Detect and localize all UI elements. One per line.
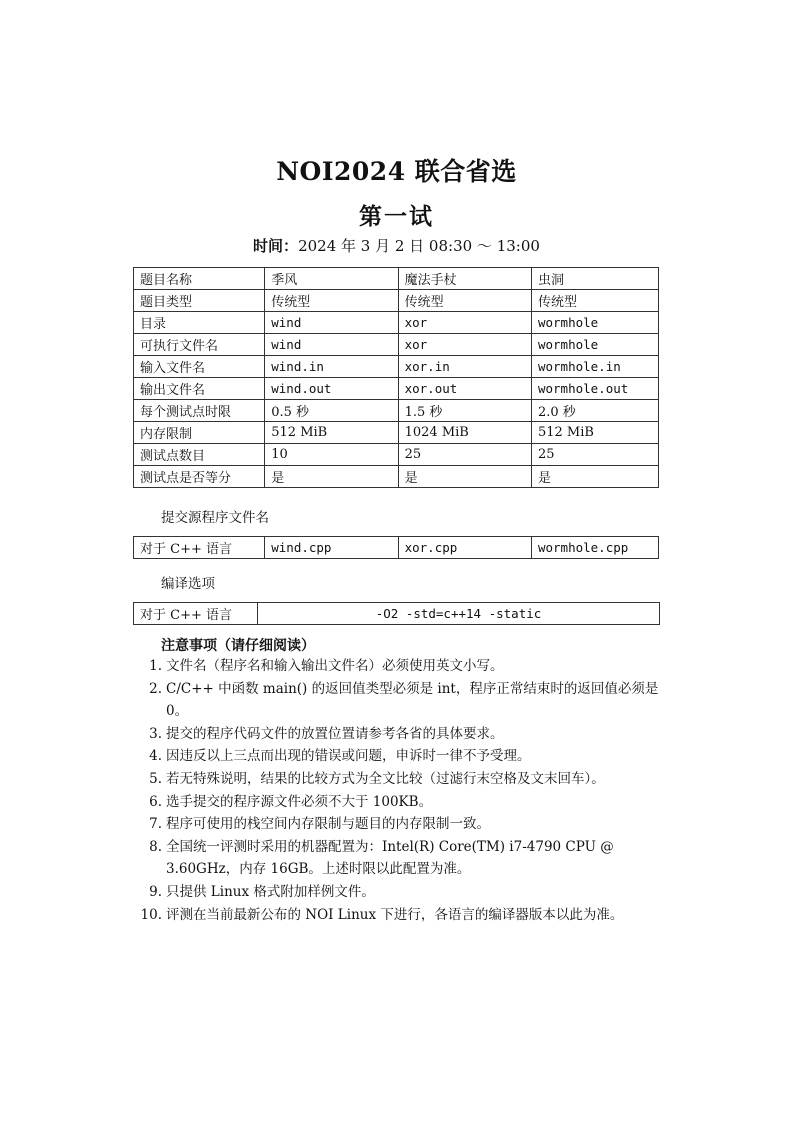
table-cell: wind	[265, 312, 398, 334]
table-cell: wormhole.in	[531, 356, 658, 378]
list-item-text: 提交的程序代码文件的放置位置请参考各省的具体要求。	[166, 725, 504, 742]
table-row	[134, 466, 659, 488]
table-cell: xor	[398, 312, 531, 334]
table-row	[134, 290, 659, 312]
list-item-number: 5.	[149, 770, 162, 787]
list-item-text: 全国统一评测时采用的机器配置为：Intel(R) Core(TM) i7-4790 CPU @ 3.60GHz，内存 16GB。上述时限以此配置为准。	[166, 838, 614, 878]
list-item-number: 2.	[149, 680, 162, 697]
row-header-cell: 目录	[134, 312, 265, 334]
list-item-number: 8.	[149, 838, 162, 855]
submit-caption: 提交源程序文件名	[161, 510, 269, 526]
list-item	[144, 655, 664, 678]
table-row	[134, 378, 659, 400]
list-item-number: 7.	[149, 816, 162, 833]
table-cell: 25	[398, 444, 531, 466]
notes-title: 注意事项（请仔细阅读）	[161, 638, 315, 654]
table-cell: xor.out	[398, 378, 531, 400]
list-item-number: 1.	[149, 658, 162, 674]
row-header-cell: 输出文件名	[134, 378, 265, 400]
list-item-number: 9.	[149, 883, 162, 900]
table-row	[134, 400, 659, 422]
table-cell: 传统型	[398, 290, 531, 312]
list-item-text: 评测在当前最新公布的 NOI Linux 下进行，各语言的编译器版本以此为准。	[166, 906, 624, 923]
table-cell: 是	[398, 466, 531, 488]
list-item	[144, 723, 664, 746]
list-item	[144, 881, 664, 904]
table-cell: 1024 MiB	[398, 422, 531, 444]
table-row	[134, 334, 659, 356]
table-row	[134, 603, 660, 625]
list-item	[144, 678, 664, 723]
time-value: 2024 年 3 月 2 日 08:30 ～ 13:00	[298, 237, 540, 255]
table-cell: 季风	[265, 268, 398, 290]
list-item-text: 若无特殊说明，结果的比较方式为全文比较（过滤行末空格及文末回车）。	[166, 770, 605, 787]
table-cell: 传统型	[531, 290, 658, 312]
table-row	[134, 537, 659, 559]
table-row	[134, 268, 659, 290]
list-item-text: C/C++ 中函数 main() 的返回值类型必须是 int，程序正常结束时的返回值必须是 0。	[166, 680, 659, 720]
compile-options: -O2 -std=c++14 -static	[258, 603, 660, 625]
time-label: 时间：	[253, 237, 299, 255]
table-row	[134, 312, 659, 334]
contest-time	[0, 235, 793, 256]
list-item	[144, 745, 664, 768]
table-cell: wind.out	[265, 378, 398, 400]
table-cell: 虫洞	[531, 268, 658, 290]
table-row	[134, 422, 659, 444]
table-cell: wormhole	[531, 312, 658, 334]
table-cell: wormhole	[531, 334, 658, 356]
list-item-number: 10.	[140, 906, 162, 923]
table-cell: xor	[398, 334, 531, 356]
row-header-cell: 测试点是否等分	[134, 466, 265, 488]
table-cell: 1.5 秒	[398, 400, 531, 422]
list-item	[144, 791, 664, 814]
list-item-text: 只提供 Linux 格式附加样例文件。	[166, 883, 375, 900]
table-cell: 10	[265, 444, 398, 466]
list-item-number: 4.	[149, 748, 162, 765]
list-item-number: 6.	[149, 793, 162, 810]
table-cell: 512 MiB	[531, 422, 658, 444]
submit-language-label: 对于 C++ 语言	[134, 537, 265, 559]
problem-table	[133, 267, 659, 488]
list-item-number: 3.	[149, 725, 162, 742]
table-cell: wind	[265, 334, 398, 356]
list-item	[144, 836, 664, 881]
table-cell: 512 MiB	[265, 422, 398, 444]
row-header-cell: 输入文件名	[134, 356, 265, 378]
compile-table	[133, 602, 660, 625]
table-cell: 传统型	[265, 290, 398, 312]
table-cell: wormhole.out	[531, 378, 658, 400]
list-item-text: 选手提交的程序源文件必须不大于 100KB。	[166, 793, 433, 810]
table-cell: 2.0 秒	[531, 400, 658, 422]
list-item-text: 程序可使用的栈空间内存限制与题目的内存限制一致。	[166, 816, 490, 833]
submit-file: xor.cpp	[398, 537, 531, 559]
list-item	[144, 768, 664, 791]
submit-file: wind.cpp	[265, 537, 398, 559]
list-item	[144, 813, 664, 836]
row-header-cell: 测试点数目	[134, 444, 265, 466]
submit-table	[133, 536, 659, 559]
table-cell: 魔法手杖	[398, 268, 531, 290]
contest-title: NOI2024 联合省选	[276, 157, 517, 186]
compile-caption: 编译选项	[161, 576, 215, 592]
table-cell: 0.5 秒	[265, 400, 398, 422]
round-subtitle: 第一试	[359, 203, 434, 230]
table-cell: wind.in	[265, 356, 398, 378]
row-header-cell: 内存限制	[134, 422, 265, 444]
table-cell: 25	[531, 444, 658, 466]
row-header-cell: 题目类型	[134, 290, 265, 312]
list-item	[140, 904, 664, 927]
row-header-cell: 题目名称	[134, 268, 265, 290]
list-item-text: 因违反以上三点而出现的错误或问题，申诉时一律不予受理。	[166, 748, 531, 765]
compile-language-label: 对于 C++ 语言	[134, 603, 258, 625]
notes-list	[140, 655, 664, 926]
list-item-text: 文件名（程序名和输入输出文件名）必须使用英文小写。	[166, 658, 504, 674]
row-header-cell: 每个测试点时限	[134, 400, 265, 422]
row-header-cell: 可执行文件名	[134, 334, 265, 356]
problem-table-body	[134, 268, 659, 488]
table-row	[134, 444, 659, 466]
submit-file: wormhole.cpp	[531, 537, 658, 559]
table-cell: 是	[265, 466, 398, 488]
table-row	[134, 356, 659, 378]
table-cell: 是	[531, 466, 658, 488]
table-cell: xor.in	[398, 356, 531, 378]
